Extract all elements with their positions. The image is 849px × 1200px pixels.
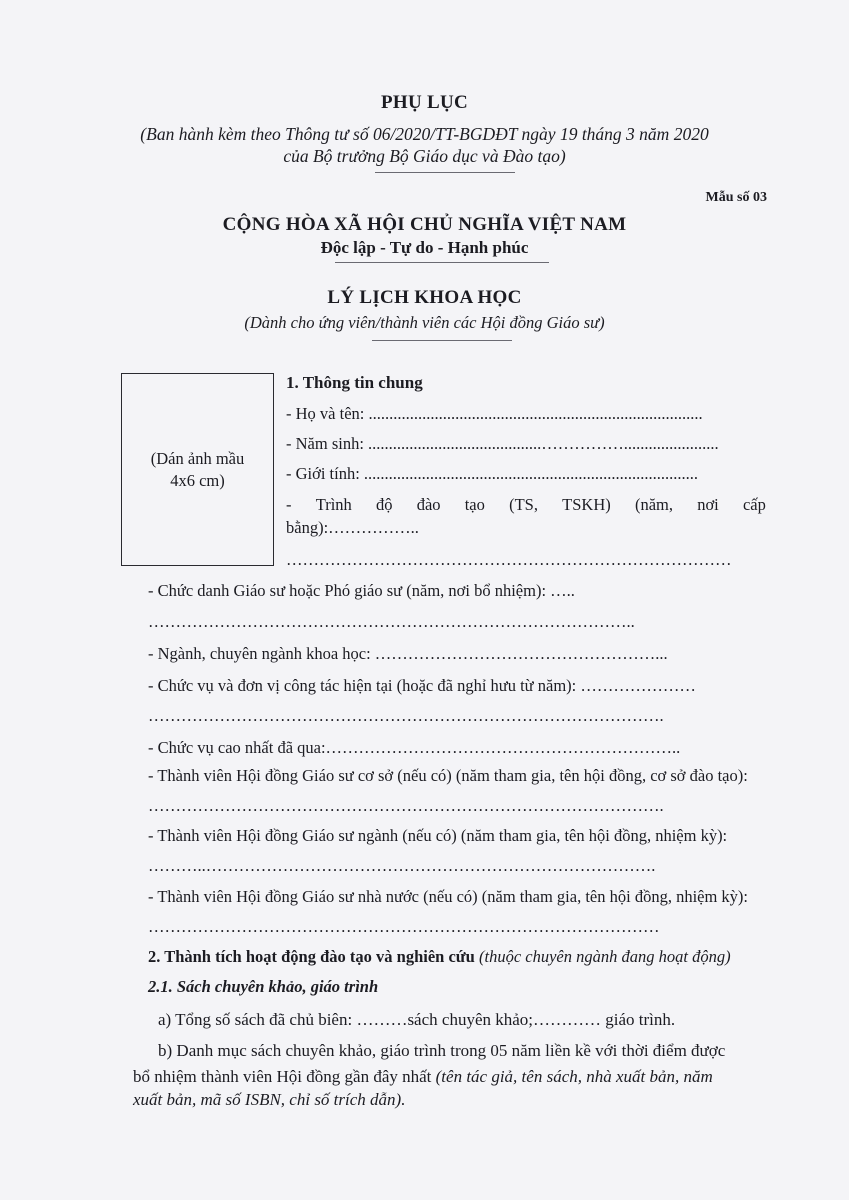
item-b-line-3: xuất bản, mã số ISBN, chỉ số trích dẫn). — [133, 1090, 406, 1109]
section-2-heading-italic: (thuộc chuyên ngành đang hoạt động) — [474, 947, 731, 966]
degree-word: tạo — [464, 495, 485, 514]
section-1-heading: 1. Thông tin chung — [286, 373, 423, 392]
degree-word: độ — [375, 495, 393, 514]
field-base-council-dots: …………………………………………………………………………………. — [148, 796, 664, 815]
section-2-1-heading: 2.1. Sách chuyên khảo, giáo trình — [148, 977, 379, 996]
document-subtitle: (Dành cho ứng viên/thành viên các Hội đồng Giáo sư) — [244, 313, 605, 332]
section-2-heading — [148, 947, 731, 967]
degree-word: đào — [416, 495, 441, 514]
motto: Độc lập - Tự do - Hạnh phúc — [320, 238, 529, 257]
issued-line-1: (Ban hành kèm theo Thông tư số 06/2020/TT-BGDĐT ngày 19 tháng 3 năm 2020 — [140, 124, 709, 144]
issued-line-2: của Bộ trưởng Bộ Giáo dục và Đào tạo) — [283, 146, 566, 166]
field-degree-continued: bằng):…………….. — [286, 518, 419, 537]
document-title: LÝ LỊCH KHOA HỌC — [327, 287, 522, 308]
photo-placeholder-text: (Dán ảnh mầu 4x6 cm) — [150, 448, 245, 490]
field-highest-position: - Chức vụ cao nhất đã qua:……………………………………………………….. — [148, 738, 681, 757]
field-base-council: - Thành viên Hội đồng Giáo sư cơ sở (nếu có) (năm tham gia, tên hội đồng, cơ sở đào tạo): — [148, 766, 748, 785]
field-gender: - Giới tính: ................................................................................. — [286, 464, 699, 483]
item-a-text: a) Tổng số sách đã chủ biên: ………sách chuyên khảo;………… giáo trình. — [158, 1010, 676, 1029]
field-branch-council: - Thành viên Hội đồng Giáo sư ngành (nếu có) (năm tham gia, tên hội đồng, nhiệm kỳ): — [148, 826, 728, 845]
field-science-branch: - Ngành, chuyên ngành khoa học: ……………………………………………... — [148, 644, 668, 663]
field-title-rank: - Chức danh Giáo sư hoặc Phó giáo sư (năm, nơi bổ nhiệm): ….. — [148, 581, 575, 600]
field-state-council-dots: ………………………………………………………………………………… — [148, 917, 660, 936]
item-b-line-2 — [133, 1067, 713, 1087]
field-birth-year: - Năm sinh: ..........................................……………....................... — [286, 434, 719, 453]
section-2-heading-bold: 2. Thành tích hoạt động đào tạo và nghiên cứu — [148, 947, 475, 966]
country-name: CỘNG HÒA XÃ HỘI CHỦ NGHĨA VIỆT NAM — [222, 214, 627, 235]
degree-word: nơi — [697, 495, 719, 514]
photo-placeholder-box — [121, 373, 274, 566]
item-b-line-1: b) Danh mục sách chuyên khảo, giáo trình trong 05 năm liền kề với thời điểm được — [158, 1041, 726, 1060]
field-branch-council-dots: ………..………………………………………………………………………. — [148, 856, 656, 875]
divider — [335, 262, 549, 263]
field-degree — [286, 495, 766, 515]
divider — [372, 340, 512, 341]
degree-word: (năm, — [634, 495, 673, 514]
field-degree-dots: ……………………………………………………………………… — [286, 550, 732, 569]
degree-word: TSKH) — [562, 495, 611, 514]
field-current-position-dots: …………………………………………………………………………………. — [148, 706, 664, 725]
field-title-rank-dots: …………………………………………………………………………….. — [148, 612, 635, 631]
field-state-council: - Thành viên Hội đồng Giáo sư nhà nước (nếu có) (năm tham gia, tên hội đồng, nhiệm kỳ): — [148, 887, 749, 906]
degree-word: Trình — [315, 495, 352, 514]
degree-word: (TS, — [509, 495, 538, 514]
item-b-line-2-plain: bổ nhiệm thành viên Hội đồng gần đây nhất — [133, 1067, 436, 1086]
item-b-line-2-italic: (tên tác giả, tên sách, nhà xuất bản, năm — [435, 1067, 713, 1086]
degree-word: - — [286, 495, 292, 514]
degree-word: cấp — [742, 495, 766, 514]
divider — [375, 172, 515, 173]
item-a-total-books — [148, 1010, 675, 1030]
appendix-title: PHỤ LỤC — [380, 92, 469, 113]
field-current-position: - Chức vụ và đơn vị công tác hiện tại (hoặc đã nghỉ hưu từ năm): ………………… — [148, 676, 696, 695]
field-name: - Họ và tên: ................................................................................. — [286, 404, 703, 423]
form-number: Mẫu số 03 — [705, 190, 767, 205]
